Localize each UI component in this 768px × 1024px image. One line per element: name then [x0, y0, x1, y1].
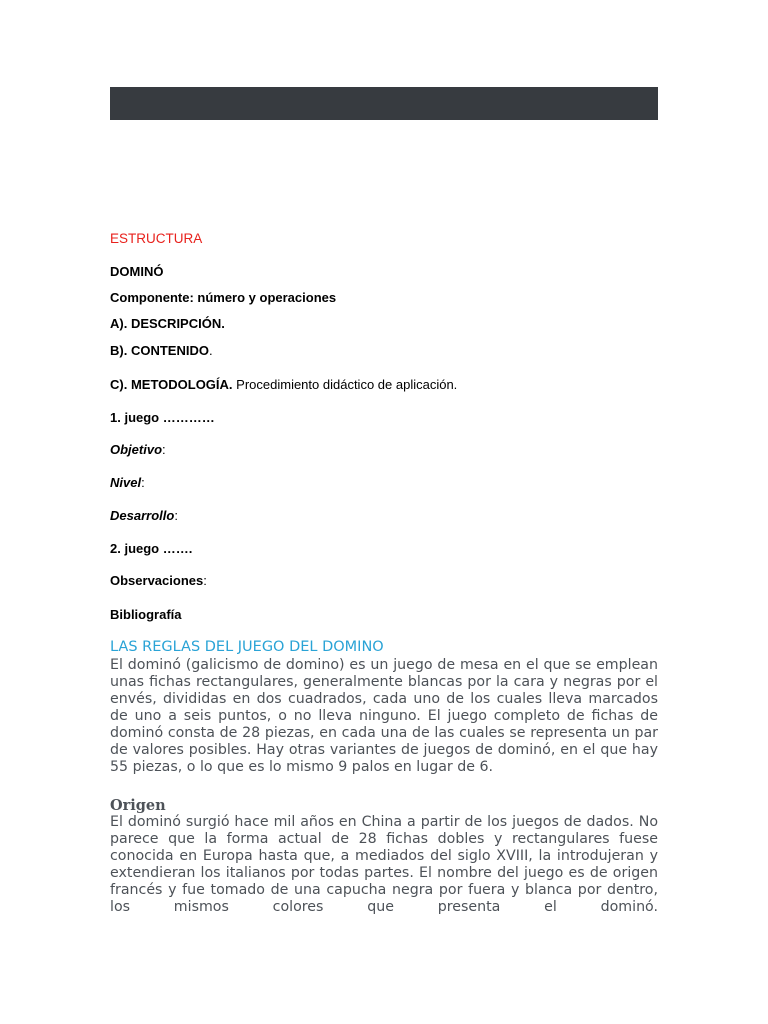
document-title: DOMINÓ: [110, 264, 164, 279]
objective-line: [110, 442, 166, 458]
methodology-line: [110, 377, 457, 393]
observations-label: Observaciones: [110, 573, 204, 588]
content-line: [110, 343, 213, 359]
game1-line: 1. juego …………: [110, 410, 215, 425]
origin-heading: Origen: [110, 797, 166, 814]
content-tail: .: [208, 343, 213, 358]
observations-line: [110, 573, 207, 589]
description-line: A). DESCRIPCIÓN.: [110, 316, 225, 331]
bibliography-line: Bibliografía: [110, 607, 182, 622]
methodology-text: Procedimiento didáctico de aplicación.: [232, 377, 458, 392]
structure-heading: ESTRUCTURA: [110, 231, 203, 246]
rules-intro-paragraph: El dominó (galicismo de domino) es un juego de mesa en el que se emplean unas fichas rectangulares, generalmente blancas por la cara y negras por el envés, divididas en dos cuadrados, cada uno de los cuales lleva marcados de uno a seis puntos, o no lleva ninguno. El juego completo de fichas de dominó consta de 28 piezas, en cada una de las cuales se representa un par de valores posibles. Hay otras variantes de juegos de dominó, en el que hay 55 piezas, o lo que es lo mismo 9 palos en lugar de 6.: [110, 657, 658, 775]
origin-paragraph: El dominó surgió hace mil años en China a partir de los juegos de dados. No parece que la forma actual de 28 fichas dobles y rectangulares fuese conocida en Europa hasta que, a mediados del siglo XVIII, la introdujeran y extendieran los italianos por todas partes. El nombre del juego es de origen francés y fue tomado de una capucha negra por fuera y blanca por dentro, los mismos colores que presenta el dominó.: [110, 814, 658, 915]
objective-label: Objetivo: [110, 442, 163, 457]
component-line: Componente: número y operaciones: [110, 290, 337, 305]
observations-colon: :: [203, 573, 207, 588]
level-label: Nivel: [110, 475, 142, 490]
header-bar: [110, 87, 658, 120]
level-colon: :: [141, 475, 145, 490]
rules-title: LAS REGLAS DEL JUEGO DEL DOMINO: [110, 639, 384, 655]
level-line: [110, 475, 145, 491]
content-label: B). CONTENIDO: [110, 343, 209, 358]
methodology-label: C). METODOLOGÍA.: [110, 377, 233, 392]
development-label: Desarrollo: [110, 508, 175, 523]
development-line: [110, 508, 178, 524]
game2-line: 2. juego …….: [110, 541, 193, 556]
development-colon: :: [174, 508, 178, 523]
objective-colon: :: [162, 442, 166, 457]
